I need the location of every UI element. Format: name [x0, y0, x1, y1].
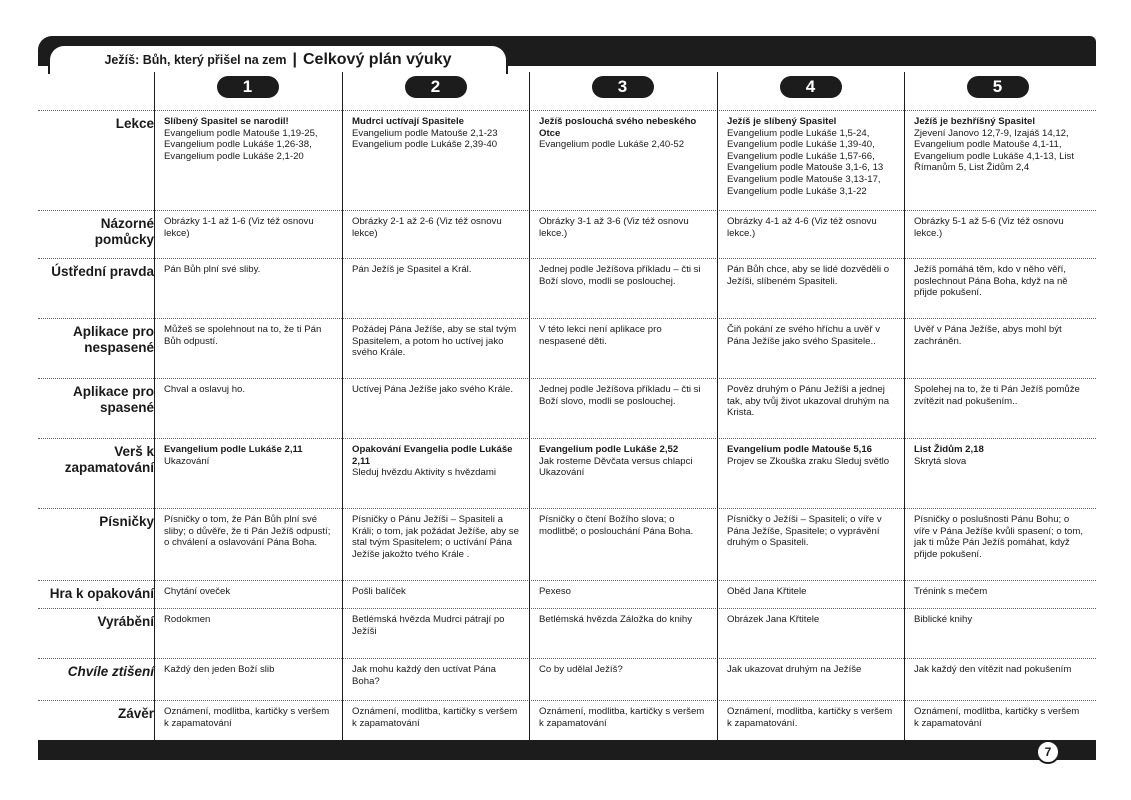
- table-cell: [162, 609, 339, 659]
- row-label: Vyrábění: [97, 614, 154, 629]
- table-cell: [725, 581, 902, 609]
- cell-text: Spolehej na to, že ti Pán Ježíš pomůže zvítězit nad pokušením..: [914, 384, 1080, 407]
- table-cell: [537, 509, 714, 581]
- cell-text: Chytání oveček: [164, 586, 231, 597]
- table-cell: [725, 701, 902, 741]
- table-cell: [912, 581, 1089, 609]
- cell-text: Písničky o tom, že Pán Bůh plní své sliby; o důvěře, že ti Pán Ježíš odpustí; o chválení a oslavování Pána Boha.: [164, 514, 331, 549]
- lesson-number-badge: 4: [780, 76, 842, 98]
- table-cell: [725, 379, 902, 439]
- cell-text: Pán Bůh plní své sliby.: [164, 264, 261, 275]
- table-cell: [162, 111, 339, 211]
- table-cell: [725, 439, 902, 509]
- cell-text: Oznámení, modlitba, kartičky s veršem k zapamatování: [352, 706, 518, 729]
- row-label: Hra k opakování: [49, 586, 154, 601]
- cell-heading: Evangelium podle Lukáše 2,11: [164, 444, 303, 455]
- table-cell: [725, 259, 902, 319]
- cell-heading: Ježíš poslouchá svého nebeského Otce: [539, 116, 697, 139]
- table-cell: [912, 659, 1089, 701]
- table-row: [38, 210, 1096, 258]
- cell-text: Obrázky 2-1 až 2-6 (Viz též osnovu lekce): [352, 216, 502, 239]
- table-cell: [350, 111, 527, 211]
- cell-text: Biblické knihy: [914, 614, 973, 625]
- table-cell: [537, 259, 714, 319]
- row-label: Aplikace pro spasené: [72, 384, 154, 415]
- table-cell: [725, 509, 902, 581]
- table-row: [38, 608, 1096, 658]
- cell-text: Oznámení, modlitba, kartičky s veršem k zapamatování: [539, 706, 705, 729]
- table-cell: [350, 509, 527, 581]
- lesson-number-badge: 2: [405, 76, 467, 98]
- row-label: Aplikace pro nespasené: [72, 324, 154, 355]
- lesson-number-badge: 3: [592, 76, 654, 98]
- lesson-number-badge: 1: [217, 76, 279, 98]
- lesson-number-badge: 5: [967, 76, 1029, 98]
- cell-heading: List Židům 2,18: [914, 444, 984, 455]
- table-row: [38, 318, 1096, 378]
- cell-text: Betlémská hvězda Mudrci pátrají po Ježíši: [352, 614, 505, 637]
- cell-text: Písničky o Ježíši – Spasiteli; o víře v Pána Ježíše, Spasitele; o vyprávění druhým o Spasiteli.: [727, 514, 882, 549]
- row-label: Chvíle ztišení: [67, 664, 154, 679]
- page-number: 7: [1036, 740, 1060, 764]
- table-cell: [162, 211, 339, 259]
- table-cell: [537, 111, 714, 211]
- lesson-table: [38, 72, 1096, 729]
- table-cell: [162, 701, 339, 741]
- table-cell: [912, 701, 1089, 741]
- column-divider: [154, 72, 155, 740]
- table-row: [38, 258, 1096, 318]
- cell-text: Požádej Pána Ježíše, aby se stal tvým Spasitelem, a potom ho uctívej jako svého Krále.: [352, 324, 517, 359]
- table-row: [38, 658, 1096, 700]
- cell-text: Pexeso: [539, 586, 571, 597]
- title-tab: [48, 44, 508, 74]
- cell-text: Evangelium podle Lukáše 2,40-52: [539, 139, 685, 151]
- row-label: Názorné pomůcky: [94, 216, 154, 247]
- table-cell: [350, 609, 527, 659]
- table-cell: [162, 509, 339, 581]
- table-cell: [350, 259, 527, 319]
- column-divider: [904, 72, 905, 740]
- cell-text: Evangelium podle Matouše 2,1-23 Evangelium podle Lukáše 2,39-40: [352, 127, 498, 151]
- cell-text: Sleduj hvězdu Aktivity s hvězdami: [352, 467, 496, 479]
- cell-heading: Opakování Evangelia podle Lukáše 2,11: [352, 444, 513, 467]
- cell-text: Oznámení, modlitba, kartičky s veršem k zapamatování: [164, 706, 330, 729]
- cell-text: Trénink s mečem: [914, 586, 988, 597]
- table-cell: [350, 379, 527, 439]
- cell-text: Jak rosteme Děvčata versus chlapci Ukazování: [539, 455, 693, 479]
- cell-text: Jednej podle Ježíšova příkladu – čti si Boží slovo, modli se poslouchej.: [539, 384, 701, 407]
- row-label: Písničky: [99, 514, 154, 529]
- table-cell: [350, 319, 527, 379]
- cell-text: Můžeš se spolehnout na to, že ti Pán Bůh odpustí.: [164, 324, 322, 347]
- table-cell: [350, 659, 527, 701]
- table-cell: [162, 319, 339, 379]
- cell-text: Obrázek Jana Křtitele: [727, 614, 820, 625]
- table-cell: [912, 439, 1089, 509]
- page-subtitle: Ježíš: Bůh, který přišel na zem: [104, 53, 287, 67]
- table-cell: [725, 609, 902, 659]
- table-cell: [725, 319, 902, 379]
- column-divider: [717, 72, 718, 740]
- cell-heading: Evangelium podle Lukáše 2,52: [539, 444, 679, 455]
- cell-text: Uvěř v Pána Ježíše, abys mohl být zachráněn.: [914, 324, 1062, 347]
- cell-text: Obrázky 1-1 až 1-6 (Viz též osnovu lekce): [164, 216, 314, 239]
- table-cell: [912, 211, 1089, 259]
- bottom-bar: [38, 740, 1096, 760]
- cell-text: Jak každý den vítězit nad pokušením: [914, 664, 1072, 675]
- table-cell: [725, 111, 902, 211]
- cell-text: Písničky o Pánu Ježíši – Spasiteli a Králi; o tom, jak požádat Ježíše, aby se stal tvým Spasitelem; o uctívání Pána Ježíše jakožto tvého Krále .: [352, 514, 519, 560]
- table-row: [38, 580, 1096, 608]
- cell-text: Obrázky 4-1 až 4-6 (Viz též osnovu lekce.): [727, 216, 877, 239]
- table-row: [38, 508, 1096, 580]
- table-cell: [350, 211, 527, 259]
- table-cell: [162, 439, 339, 509]
- cell-text: Písničky o poslušnosti Pánu Bohu; o víře v Pána Ježíše kvůli spasení; o tom, jak ti může Pán Ježíš pomáhat, když přijde pokušení.: [914, 514, 1084, 560]
- table-cell: [162, 581, 339, 609]
- table-cell: [537, 379, 714, 439]
- table-cell: [537, 439, 714, 509]
- cell-text: Oběd Jana Křtitele: [727, 586, 807, 597]
- row-label: Lekce: [115, 116, 154, 131]
- table-row: [38, 438, 1096, 508]
- cell-text: Oznámení, modlitba, kartičky s veršem k zapamatování.: [727, 706, 893, 729]
- cell-text: Obrázky 3-1 až 3-6 (Viz též osnovu lekce.): [539, 216, 689, 239]
- cell-heading: Mudrci uctívají Spasitele: [352, 116, 464, 127]
- column-divider: [529, 72, 530, 740]
- table-cell: [537, 211, 714, 259]
- cell-text: Chval a oslavuj ho.: [164, 384, 246, 395]
- table-cell: [912, 609, 1089, 659]
- table-cell: [725, 211, 902, 259]
- table-cell: [537, 659, 714, 701]
- cell-text: Čiň pokání ze svého hříchu a uvěř v Pána Ježíše jako svého Spasitele..: [727, 324, 881, 347]
- table-cell: [537, 701, 714, 741]
- row-label: Závěr: [117, 706, 154, 721]
- cell-text: Oznámení, modlitba, kartičky s veršem k zapamatování: [914, 706, 1080, 729]
- cell-text: V této lekci není aplikace pro nespasené děti.: [539, 324, 662, 347]
- cell-text: Zjevení Janovo 12,7-9, Izajáš 14,12, Evangelium podle Matouše 4,1-11, Evangelium podle Lukáše 4,1-13, List Římanům 5, List Židům 2,4: [914, 127, 1074, 174]
- row-label: Ústřední pravda: [51, 264, 154, 279]
- table-cell: [912, 259, 1089, 319]
- table-cell: [350, 701, 527, 741]
- cell-text: Jak mohu každý den uctívat Pána Boha?: [352, 664, 496, 687]
- table-cell: [162, 259, 339, 319]
- cell-text: Obrázky 5-1 až 5-6 (Viz též osnovu lekce.): [914, 216, 1064, 239]
- column-divider: [342, 72, 343, 740]
- table-row: [38, 378, 1096, 438]
- cell-text: Pověz druhým o Pánu Ježíši a jednej tak, aby tvůj život ukazoval druhým na Krista.: [727, 384, 890, 419]
- cell-heading: Evangelium podle Matouše 5,16: [727, 444, 873, 455]
- table-cell: [162, 659, 339, 701]
- table-cell: [912, 509, 1089, 581]
- cell-text: Skrytá slova: [914, 455, 967, 467]
- table-cell: [350, 581, 527, 609]
- cell-text: Písničky o čtení Božího slova; o modlitbě; o poslouchání Pána Boha.: [539, 514, 694, 537]
- cell-text: Ukazování: [164, 455, 210, 467]
- cell-text: Evangelium podle Lukáše 1,5-24, Evangelium podle Lukáše 1,39-40, Evangelium podle Lukáše 1,57-66, Evangelium podle Matouše 3,1-6, 13 Evangelium podle Matouše 3,13-17, Evangelium podle Lukáše 3,1-22: [727, 127, 884, 197]
- table-cell: [912, 379, 1089, 439]
- cell-text: Pán Bůh chce, aby se lidé dozvěděli o Ježíši, slíbeném Spasiteli.: [727, 264, 890, 287]
- cell-text: Jak ukazovat druhým na Ježíše: [727, 664, 862, 675]
- table-cell: [350, 439, 527, 509]
- table-cell: [537, 609, 714, 659]
- table-row: [38, 110, 1096, 210]
- cell-text: Uctívej Pána Ježíše jako svého Krále.: [352, 384, 514, 395]
- page-title: Celkový plán výuky: [302, 51, 452, 68]
- cell-text: Betlémská hvězda Záložka do knihy: [539, 614, 693, 625]
- row-label: Verš k zapamatování: [64, 444, 154, 475]
- cell-text: Ježíš pomáhá těm, kdo v něho věří, poslechnout Pána Boha, když na ně přijde pokušení.: [914, 264, 1068, 299]
- cell-heading: Ježíš je bezhříšný Spasitel: [914, 116, 1036, 127]
- cell-text: Rodokmen: [164, 614, 211, 625]
- cell-text: Pošli balíček: [352, 586, 406, 597]
- table-cell: [912, 111, 1089, 211]
- cell-text: Projev se Zkouška zraku Sleduj světlo: [727, 455, 890, 467]
- cell-text: Jednej podle Ježíšova příkladu – čti si Boží slovo, modli se poslouchej.: [539, 264, 701, 287]
- table-cell: [912, 319, 1089, 379]
- table-cell: [725, 659, 902, 701]
- column-header-row: [38, 72, 1096, 102]
- cell-text: Pán Ježíš je Spasitel a Král.: [352, 264, 472, 275]
- cell-text: Každý den jeden Boží slib: [164, 664, 275, 675]
- cell-heading: Slíbený Spasitel se narodil!: [164, 116, 289, 127]
- table-cell: [537, 319, 714, 379]
- title-separator: |: [292, 51, 297, 68]
- cell-text: Co by udělal Ježíš?: [539, 664, 623, 675]
- table-cell: [537, 581, 714, 609]
- table-row: [38, 700, 1096, 740]
- cell-text: Evangelium podle Matouše 1,19-25, Evangelium podle Lukáše 1,26-38, Evangelium podle Lukáše 2,1-20: [164, 127, 318, 162]
- table-cell: [162, 379, 339, 439]
- cell-heading: Ježíš je slíbený Spasitel: [727, 116, 837, 127]
